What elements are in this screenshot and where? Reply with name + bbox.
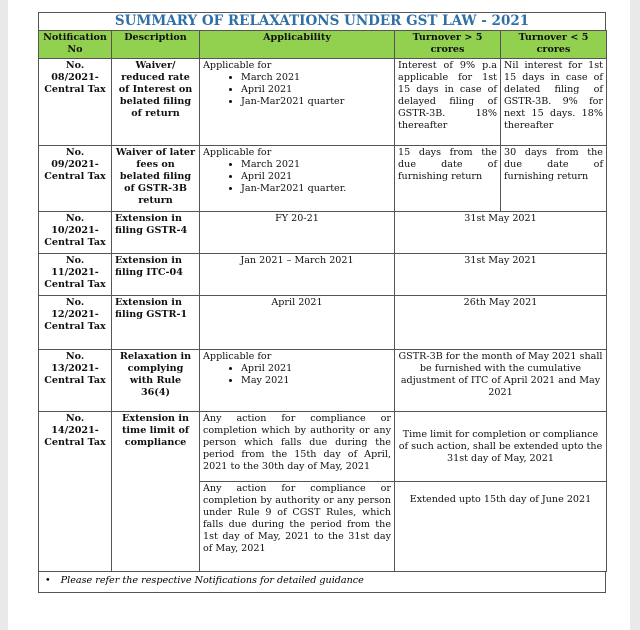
applicability-item: • March 2021 [241,72,391,84]
turnover-cell: Extended upto 15th day of June 2021 [395,482,607,572]
header-turnover-lt5: Turnover < 5 crores [501,31,607,59]
applicability-cell: Any action for compliance or completion which by authority or any person which falls due during the period from the 15th day of April, 2021 to the 30th day of May, 2021 [200,412,395,482]
applicability-cell: FY 20-21 [200,212,395,254]
turnover-lt5-cell: Nil interest for 1st 15 days in case of delated filing of GSTR-3B. 9% for next 15 days. 18% thereafter [501,59,607,146]
notification-number: No. 14/2021- Central Tax [39,412,112,572]
applicability-cell [200,146,395,212]
page-edge-left [0,0,8,630]
applicability-cell: April 2021 [200,296,395,350]
table-row [39,296,607,350]
applicability-item: • April 2021 [241,171,391,183]
applicability-cell: Jan 2021 – March 2021 [200,254,395,296]
applicability-cell: Any action for compliance or completion by authority or any person under Rule 9 of CGST Rules, which falls due during the period from the 1st day of May, 2021 to the 31st day of May, 2021 [200,482,395,572]
applicability-item: • Jan-Mar2021 quarter [241,96,391,108]
applicability-item: • March 2021 [241,159,391,171]
description-cell: Extension in filing GSTR-4 [112,212,200,254]
table-row [39,212,607,254]
header-turnover-gt5: Turnover > 5 crores [395,31,501,59]
description-cell: Extension in filing GSTR-1 [112,296,200,350]
table-row [39,146,607,212]
description-cell: Extension in filing ITC-04 [112,254,200,296]
table-row [39,254,607,296]
applicability-intro: Applicable for [203,351,272,362]
table-row [39,350,607,412]
description-cell: Extension in time limit of compliance [112,412,200,572]
summary-document [38,12,606,593]
footnote [38,572,606,593]
applicability-list [203,159,391,195]
table-row [39,412,607,482]
relaxations-table [38,30,607,572]
notification-number: No. 08/2021- Central Tax [39,59,112,146]
turnover-lt5-cell: 30 days from the due date of furnishing return [501,146,607,212]
header-applicability: Applicability [200,31,395,59]
footnote-text: Please refer the respective Notifications for detailed guidance [60,575,364,586]
description-cell: Waiver/ reduced rate of Interest on belated filing of return [112,59,200,146]
applicability-cell [200,59,395,146]
header-description: Description [112,31,200,59]
applicability-cell [200,350,395,412]
notification-number: No. 09/2021- Central Tax [39,146,112,212]
turnover-cell: 31st May 2021 [395,254,607,296]
applicability-list [203,363,391,387]
applicability-item: • April 2021 [241,363,391,375]
page-edge-right [630,0,640,630]
notification-number: No. 11/2021- Central Tax [39,254,112,296]
applicability-list [203,72,391,108]
applicability-intro: Applicable for [203,147,272,158]
turnover-gt5-cell: Interest of 9% p.a applicable for 1st 15 days in case of delayed filing of GSTR-3B. 18% thereafter [395,59,501,146]
applicability-item: • Jan-Mar2021 quarter. [241,183,391,195]
document-title: SUMMARY OF RELAXATIONS UNDER GST LAW - 2021 [38,12,606,30]
notification-number: No. 12/2021- Central Tax [39,296,112,350]
applicability-intro: Applicable for [203,60,272,71]
turnover-cell: Time limit for completion or compliance of such action, shall be extended upto the 31st day of May, 2021 [395,412,607,482]
turnover-cell: 26th May 2021 [395,296,607,350]
turnover-cell: 31st May 2021 [395,212,607,254]
turnover-cell: GSTR-3B for the month of May 2021 shall be furnished with the cumulative adjustment of ITC of April 2021 and May 2021 [395,350,607,412]
applicability-item: • April 2021 [241,84,391,96]
description-cell: Relaxation in complying with Rule 36(4) [112,350,200,412]
bullet-icon: • [45,575,51,586]
header-row [39,31,607,59]
turnover-gt5-cell: 15 days from the due date of furnishing return [395,146,501,212]
table-row [39,59,607,146]
applicability-item: • May 2021 [241,375,391,387]
notification-number: No. 13/2021- Central Tax [39,350,112,412]
description-cell: Waiver of later fees on belated filing of GSTR-3B return [112,146,200,212]
header-notification: Notification No [39,31,112,59]
notification-number: No. 10/2021- Central Tax [39,212,112,254]
